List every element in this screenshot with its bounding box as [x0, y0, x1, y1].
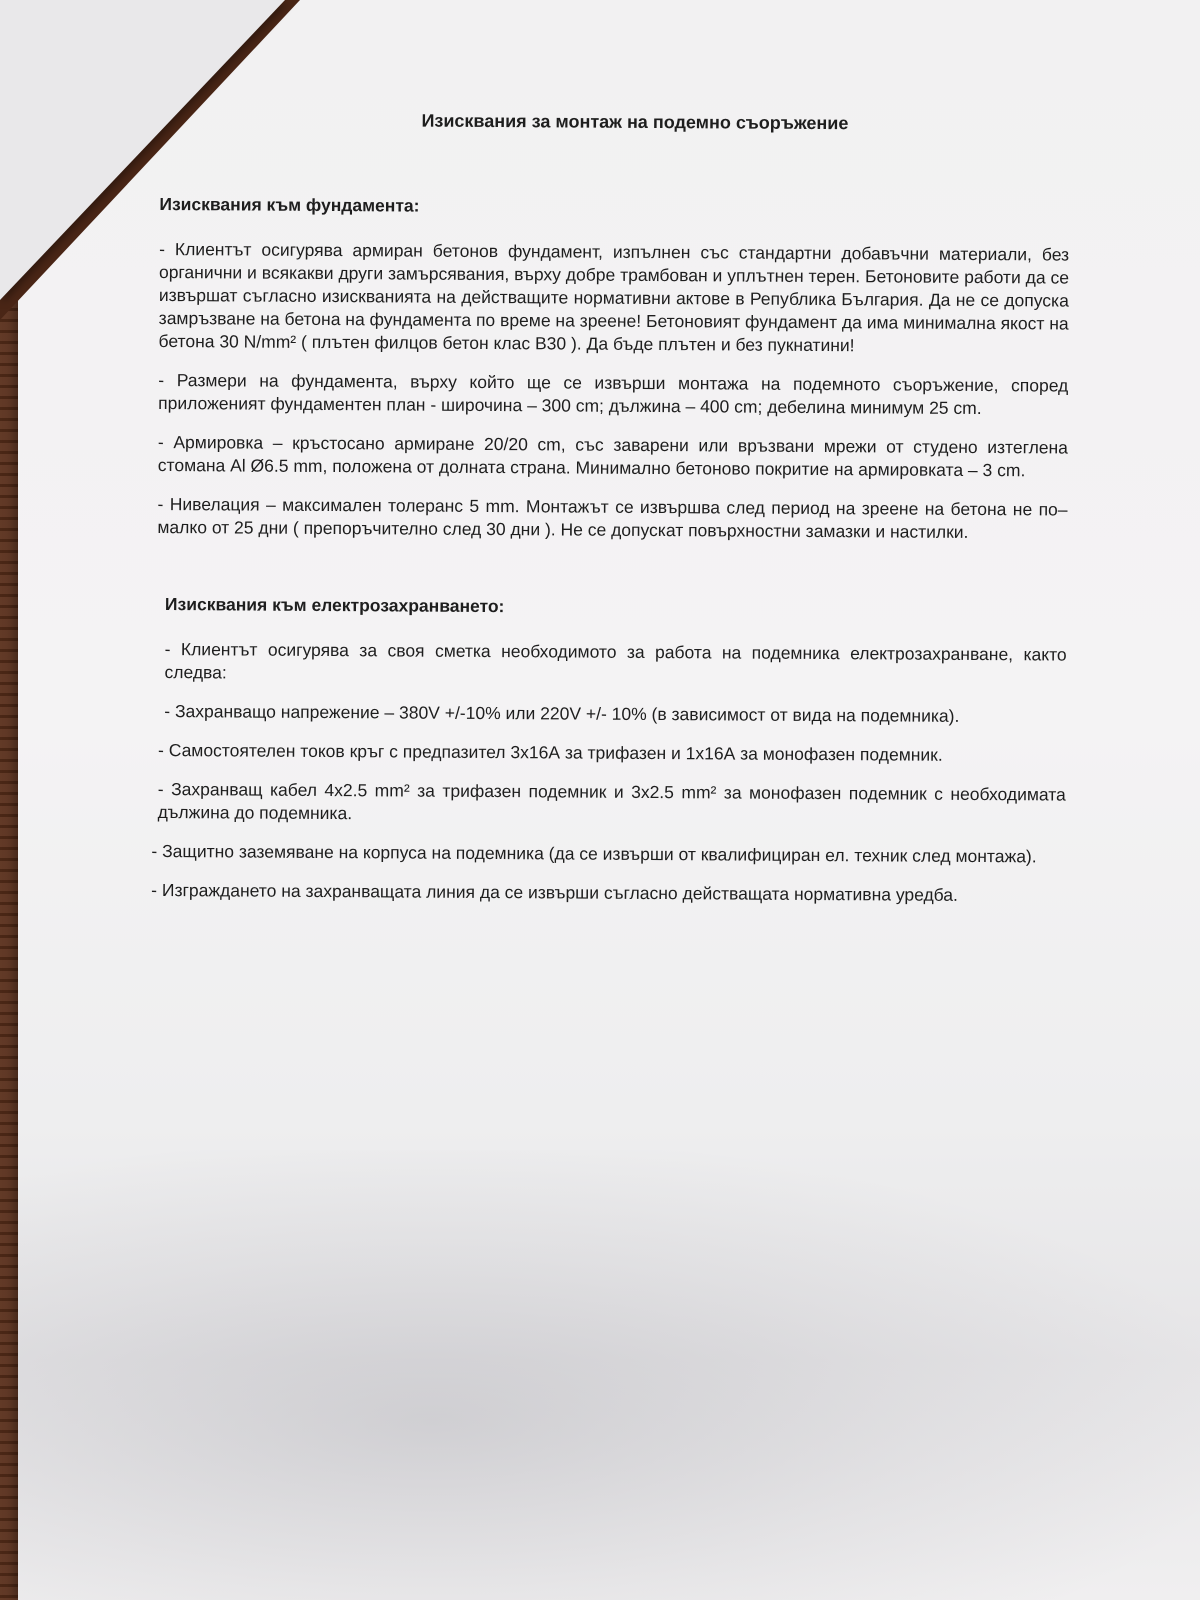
- foundation-heading: Изисквания към фундамента:: [159, 193, 420, 216]
- power-paragraph: - Захранващ кабел 4х2.5 mm² за трифазен подемник и 3х2.5 mm² за монофазен подемник с необходимата дължина до подемника.: [157, 778, 1066, 824]
- section-spacer: [157, 555, 1067, 599]
- foundation-paragraph: - Армировка – кръстосано армиране 20/20 cm, със заварени или връзвани мрежи от студено изтеглена стомана Al Ø6.5 mm, положена от долната страна. Минимално бетоново покритие на армировката – 3 cm.: [157, 431, 1069, 481]
- power-paragraph: - Самостоятелен токов кръг с предпазител 3х16А за трифазен и 1х16А за монофазен подемник.: [158, 740, 943, 765]
- power-paragraph: - Защитно заземяване на корпуса на подемника (да се извърши от квалифициран ел. техник след монтажа).: [151, 840, 1037, 867]
- document-body: [151, 108, 1070, 924]
- power-section: [151, 593, 1067, 908]
- foundation-paragraph: - Клиентът осигурява армиран бетонов фундамент, изпълнен със стандартни добавъчни материали, без органични и всякакви други замърсявания, върху добре трамбован и уплътнен терен. Бетоновите работи да се извършат съгласно изискванията на действащите нормативни актове в Република България. Да не се допуска замръзване на бетона на фундамента по време на зреене! Бетоновият фундамент да има минимална якост на бетона 30 N/mm² ( плътен филцов бетон клас В30 ). Да бъде плътен и без пукнатини!: [158, 238, 1070, 356]
- foundation-paragraph: - Нивелация – максимален толеранс 5 mm. Монтажът се извършва след период на зреене на бетона не по–малко от 25 дни ( препоръчително след 30 дни ). Не се допускат повърхностни замазки и настилки.: [157, 493, 1068, 542]
- power-paragraph: - Захранващо напрежение – 380V +/-10% или 220V +/- 10% (в зависимост от вида на подемника).: [164, 701, 960, 726]
- power-heading: Изисквания към електрозахранването:: [164, 594, 505, 617]
- foundation-paragraph: - Размери на фундамента, върху който ще се извърши монтажа на подемното съоръжение, според приложеният фундаментен план - широчина – 300 cm; дължина – 400 cm; дебелина минимум 25 cm.: [158, 369, 1069, 419]
- power-paragraph: - Клиентът осигурява за своя сметка необходимото за работа на подемника електрозахранване, както следва:: [164, 639, 1067, 683]
- document-title: Изисквания за монтаж на подемно съоръжение: [421, 110, 849, 134]
- foundation-section: [157, 193, 1069, 545]
- power-paragraph: - Изграждането на захранващата линия да се извърши съгласно действащата нормативна уредба.: [151, 879, 958, 905]
